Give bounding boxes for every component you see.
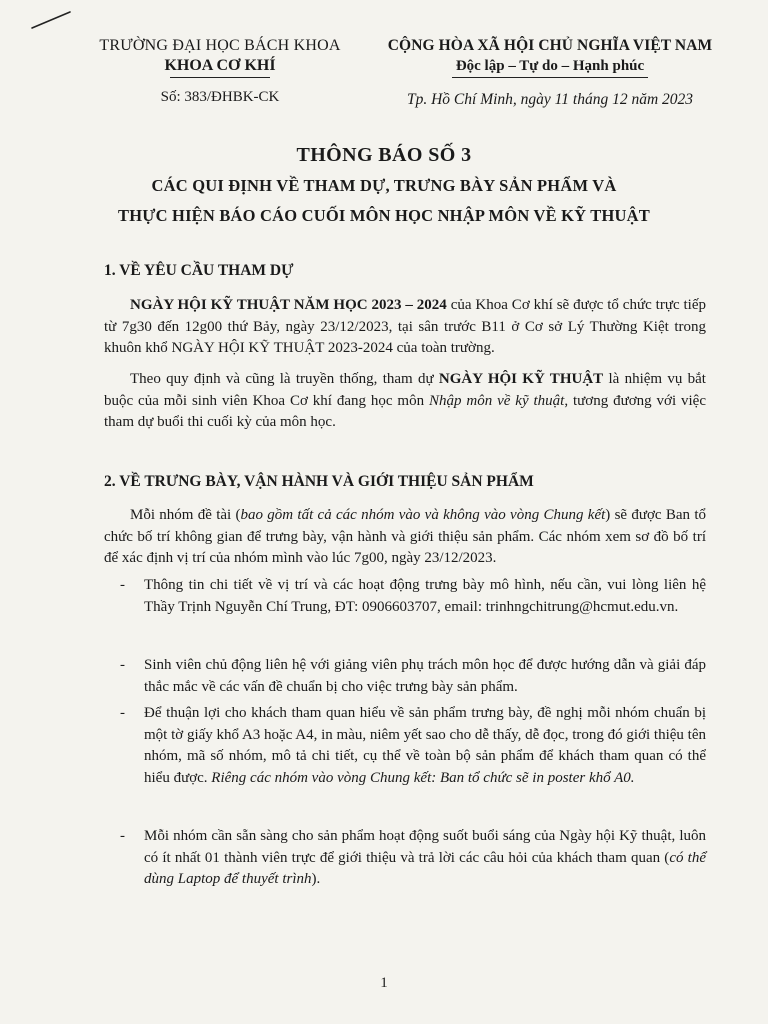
- list-item-text-plain: Để thuận lợi cho khách tham quan hiểu về sản phẩm trưng bày, đề nghị mỗi nhóm chuẩn bị một tờ giấy khổ A3 hoặc A4, in màu, niêm yết sao cho dễ thấy, dễ đọc, trong đó giới thiệu tên nhóm, mã số nhóm, mô tả chi tiết, cụ thể về toàn bộ sản phẩm để khách tham quan có thể hiểu được.: [144, 705, 706, 786]
- bullet-dash: -: [120, 705, 125, 721]
- nation-name: CỘNG HÒA XÃ HỘI CHỦ NGHĨA VIỆT NAM: [387, 37, 713, 54]
- bullet-dash: -: [120, 657, 125, 673]
- paragraph-text: ) sẽ được Ban tổ chức bố trí không gian để trưng bày, vận hành và giới thiệu sản phẩm. Các nhóm xem sơ đồ bố trí để xác định vị trí của nhóm mình vào lúc 7g00, ngày 23/12/2023.: [104, 507, 706, 566]
- document-subtitle-line-2: THỰC HIỆN BÁO CÁO CUỐI MÔN HỌC NHẬP MÔN VỀ KỸ THUẬT: [118, 206, 650, 225]
- list-item-text-italic: Riêng các nhóm vào vòng Chung kết: Ban tổ chức sẽ in poster khổ A0.: [211, 769, 635, 786]
- page-number: 1: [380, 975, 388, 991]
- national-motto: Độc lập – Tự do – Hạnh phúc: [455, 58, 645, 74]
- list-item: [104, 826, 706, 891]
- list-item: [104, 703, 706, 789]
- document-subtitle-line-1: CÁC QUI ĐỊNH VỀ THAM DỰ, TRƯNG BÀY SẢN PHẨM VÀ: [151, 176, 617, 195]
- list-item-text-plain: Mỗi nhóm cần sẵn sàng cho sản phẩm hoạt động suốt buổi sáng của Ngày hội Kỹ thuật, luôn có ít nhất 01 thành viên trực để giới thiệu và trả lời các câu hỏi của khách tham quan (: [144, 828, 706, 866]
- faculty-underline: [170, 77, 270, 78]
- list-item-text: [144, 703, 706, 789]
- course-name: Nhập môn về kỹ thuật: [428, 392, 565, 409]
- list-item-text: [144, 826, 706, 891]
- section-2-heading: 2. VỀ TRƯNG BÀY, VẬN HÀNH VÀ GIỚI THIỆU SẢN PHẨM: [104, 473, 534, 490]
- paragraph-text: , tương đương với việc tham dự buổi thi cuối kỳ của môn học.: [104, 392, 706, 430]
- list-item-text-italic: có thể dùng Laptop để thuyết trình: [144, 849, 706, 887]
- place-date: Tp. Hồ Chí Minh, ngày 11 tháng 12 năm 2023: [406, 91, 694, 108]
- list-item: [104, 655, 706, 698]
- national-header: [372, 36, 728, 78]
- document-number: Số: 383/ĐHBK-CK: [160, 89, 280, 105]
- university-name: TRƯỜNG ĐẠI HỌC BÁCH KHOA: [99, 37, 341, 54]
- issuer-header: [90, 36, 350, 78]
- pen-stroke-mark: [30, 8, 74, 32]
- bullet-dash: -: [120, 577, 125, 593]
- section-1-heading: 1. VỀ YÊU CẦU THAM DỰ: [104, 262, 294, 279]
- motto-underline: [452, 77, 648, 78]
- section-1-paragraph-2: [104, 369, 706, 434]
- paragraph-text: là nhiệm vụ bắt buộc của mỗi sinh viên Khoa Cơ khí đang học môn: [104, 371, 706, 409]
- paragraph-italic: bao gồm tất cả các nhóm vào và không vào vòng Chung kết: [240, 507, 606, 523]
- paragraph-text: Theo quy định và cũng là truyền thống, tham dự: [130, 371, 439, 387]
- event-name-inline: NGÀY HỘI KỸ THUẬT: [438, 371, 604, 387]
- list-item-text: Sinh viên chủ động liên hệ với giảng viên phụ trách môn học để được hướng dẫn và giải đáp thắc mắc về các vấn đề chuẩn bị cho việc trưng bày sản phẩm.: [144, 657, 706, 695]
- paragraph-text: của Khoa Cơ khí sẽ được tổ chức trực tiếp từ 7g30 đến 12g00 thứ Bảy, ngày 23/12/2023, tại sân trước B11 ở Cơ sở Lý Thường Kiệt trong khuôn khổ NGÀY HỘI KỸ THUẬT 2023-2024 của toàn trường.: [104, 297, 706, 356]
- section-2-intro: [104, 505, 706, 570]
- section-1-paragraph-1: [104, 295, 706, 360]
- faculty-name: KHOA CƠ KHÍ: [164, 57, 276, 74]
- list-item-text: Thông tin chi tiết về vị trí và các hoạt động trưng bày mô hình, nếu cần, vui lòng liên hệ Thầy Trịnh Nguyễn Chí Trung, ĐT: 0906603707, email: trinhngchitrung@hcmut.edu.vn.: [144, 577, 706, 615]
- bullet-dash: -: [120, 828, 125, 844]
- paragraph-text: Mỗi nhóm đề tài (: [130, 507, 241, 523]
- list-item-text-tail: ).: [311, 871, 321, 887]
- event-name: NGÀY HỘI KỸ THUẬT NĂM HỌC 2023 – 2024: [130, 297, 447, 313]
- document-title: THÔNG BÁO SỐ 3: [296, 144, 472, 166]
- list-item: [104, 575, 706, 618]
